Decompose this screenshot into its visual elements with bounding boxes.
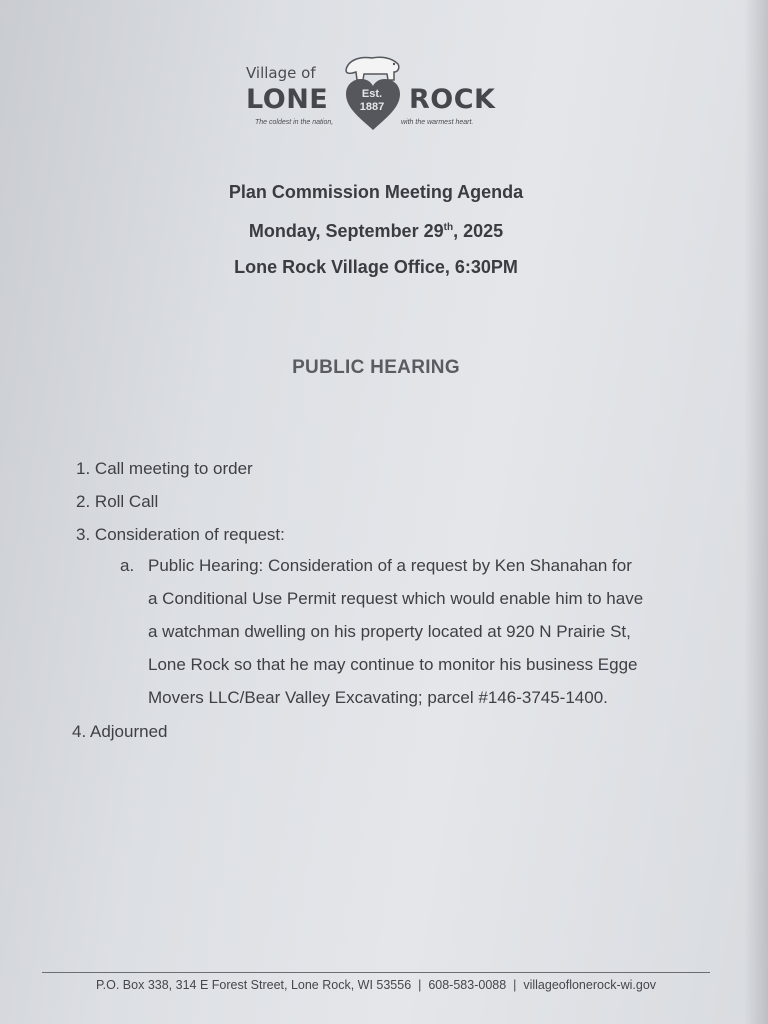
agenda-title: Plan Commission Meeting Agenda [228,182,524,202]
subitem-line: Public Hearing: Consideration of a request by Ken Shanahan for [148,556,632,575]
subitem-label: a. [120,556,135,575]
footer-phone: 608-583-0088 [428,978,507,992]
logo-est-label: Est. [361,88,383,100]
logo-rock: ROCK [409,84,496,115]
agenda-header [0,174,752,285]
agenda-item-text: Roll Call [94,492,159,511]
subitem-line: Lone Rock so that he may continue to monitor his business Egge [148,655,638,674]
agenda-item-number: 2. [76,492,91,511]
footer-divider [42,972,710,973]
agenda-item-2 [76,492,158,512]
date-prefix: Monday, September 29 [248,221,444,241]
village-logo [246,50,516,146]
agenda-item-text: Call meeting to order [94,459,253,478]
agenda-item-text: Adjourned [89,722,168,741]
logo-tagline-right: with the warmest heart. [401,119,474,126]
footer-website: villageoflonerock-wi.gov [523,978,657,992]
agenda-item-number: 1. [76,459,91,478]
logo-est-year: 1887 [359,101,385,113]
date-suffix: , 2025 [453,221,504,241]
logo-lone: LONE [246,84,329,115]
agenda-item-number: 3. [76,525,91,544]
agenda-item-text: Consideration of request: [94,525,285,544]
agenda-item-3 [76,525,285,545]
logo-tagline-left: The coldest in the nation, [255,119,334,126]
meeting-date [0,210,752,249]
footer-contact [42,978,710,992]
agenda-item-number: 4. [72,722,87,741]
date-sup: th [443,222,454,233]
meeting-location: Lone Rock Village Office, 6:30PM [234,257,518,277]
subitem-line: Movers LLC/Bear Valley Excavating; parcel #146-3745-1400. [148,688,608,707]
agenda-item-1 [76,459,253,479]
section-title: PUBLIC HEARING [292,357,460,378]
subitem-line: a Conditional Use Permit request which would enable him to have [148,589,644,608]
subitem-line: a watchman dwelling on his property located at 920 N Prairie St, [148,622,631,641]
agenda-item-4 [72,722,168,742]
footer-separator: | [513,978,517,992]
page-edge-shadow [744,0,768,1024]
footer-address: P.O. Box 338, 314 E Forest Street, Lone Rock, WI 53556 [95,978,412,992]
logo-established [346,88,398,114]
logo-village-of: Village of [246,64,316,82]
footer-separator: | [418,978,422,992]
